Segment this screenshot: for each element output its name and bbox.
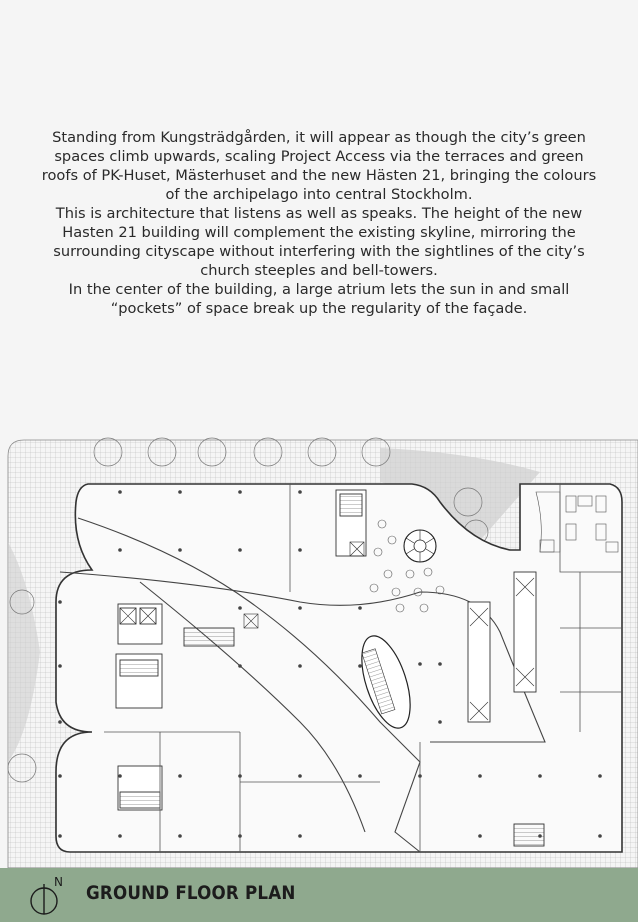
north-arrow-icon bbox=[28, 874, 68, 918]
ground-floor-plan-drawing bbox=[0, 432, 638, 868]
paragraph-2: This is architecture that listens as well as speaks. The height of the new Hasten 21 building will complement the existing skyline, mirroring the surrounding cityscape without interfering with the sightlines of the city’s church steeples and bell-towers. bbox=[53, 205, 585, 279]
plan-title: GROUND FLOOR PLAN bbox=[86, 882, 296, 904]
north-label: N bbox=[54, 875, 63, 889]
paragraph-3: In the center of the building, a large atrium lets the sun in and small “pockets” of space break up the regularity of the façade. bbox=[68, 281, 570, 317]
paragraph-1: Standing from Kungsträdgården, it will appear as though the city’s green spaces climb upwards, scaling Project Access via the terraces and green roofs of PK-Huset, Mästerhuset and the new Hästen 21, bringing the colours of the archipelago into central Stockholm. bbox=[41, 129, 597, 203]
description-text bbox=[40, 128, 598, 318]
footer-bar bbox=[0, 868, 638, 922]
